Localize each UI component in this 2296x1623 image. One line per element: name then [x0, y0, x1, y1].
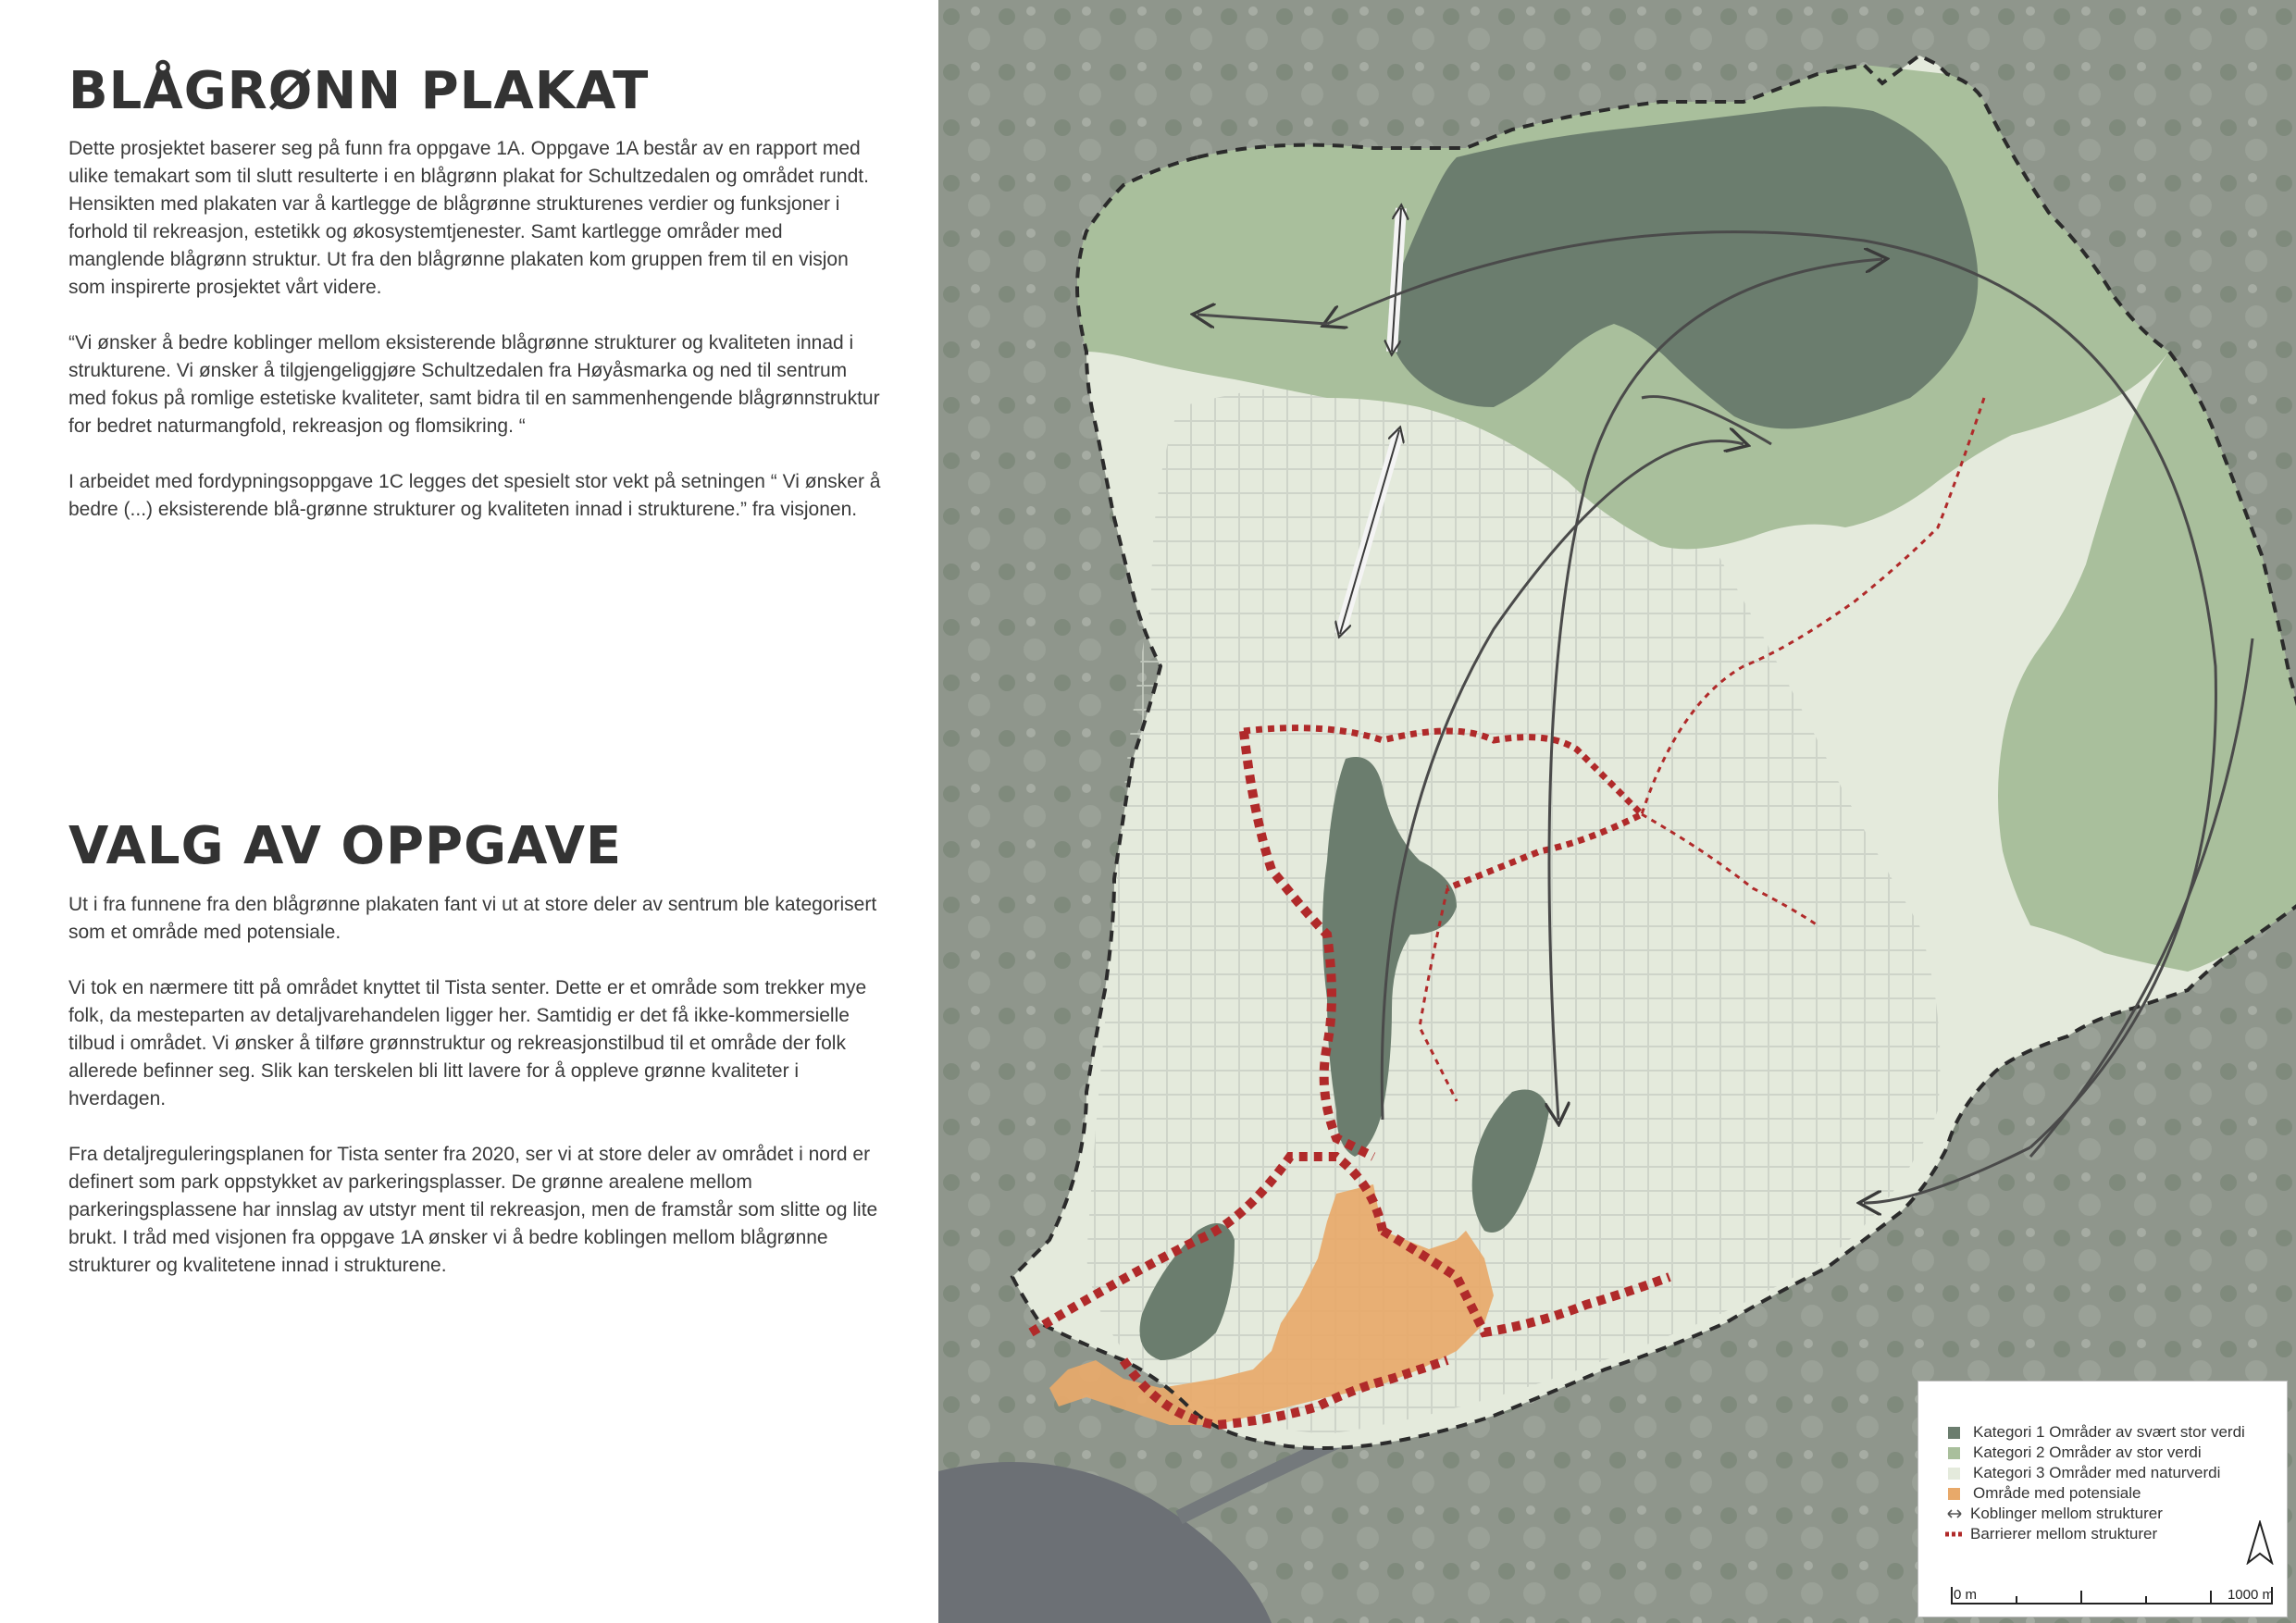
legend-label: Område med potensiale	[1973, 1484, 2141, 1502]
legend-item-category1	[1948, 1422, 2245, 1443]
legend-item-potential	[1948, 1483, 2141, 1504]
legend-swatch	[1948, 1447, 1960, 1459]
legend-swatch	[1948, 1468, 1960, 1480]
scale-bar-graphic	[1950, 1583, 2274, 1611]
paragraph: I arbeidet med fordypningsoppgave 1C legges det spesielt stor vekt på setningen “ Vi ønsker å bedre (...) eksisterende blå-grønne strukturer og kvaliteten innad i strukturene.” fra visjonen.	[68, 471, 881, 520]
double-arrow-icon	[1944, 1508, 1965, 1519]
section-title-blagronn-plakat: BLÅGRØNN PLAKAT	[68, 61, 650, 121]
scale-bar	[1950, 1583, 2274, 1611]
section-body-blagronn-plakat	[68, 135, 883, 551]
paragraph: “Vi ønsker å bedre koblinger mellom eksisterende blågrønne strukturer og kvaliteten innad i strukturene. Vi ønsker å tilgjengeliggjøre Schultzedalen fra Høyåsmarka og ned til sentrum med fokus på romlige estetiske kvaliteter, samt bidra til en sammenhengende blågrønnstruktur for bedret naturmangfold, rekreasjon og flomsikring. “	[68, 332, 880, 437]
legend-label: Koblinger mellom strukturer	[1970, 1505, 2163, 1522]
legend-swatch	[1948, 1488, 1960, 1500]
legend-swatch	[1948, 1427, 1960, 1439]
legend-label: Kategori 1 Områder av svært stor verdi	[1973, 1423, 2245, 1441]
paragraph: Ut i fra funnene fra den blågrønne plakaten fant vi ut at store deler av sentrum ble kategorisert som et område med potensiale.	[68, 894, 877, 943]
section-body-valg-av-oppgave	[68, 891, 883, 1307]
scale-start-label: 0 m	[1954, 1587, 1978, 1603]
text-panel	[0, 0, 938, 1623]
legend-label: Kategori 3 Områder med naturverdi	[1973, 1464, 2221, 1481]
legend-item-category3	[1948, 1463, 2220, 1483]
paragraph: Dette prosjektet baserer seg på funn fra oppgave 1A. Oppgave 1A består av en rapport med ulike temakart som til slutt resulterte i en blågrønn plakat for Schultzedalen og området rundt. Hensikten med plakaten var å kartlegge de blågrønne strukturenes verdier og funksjoner i forhold til rekreasjon, estetikk og økosystemtjenester. Samt kartlegge områder med manglende blågrønn struktur. Ut fra den blågrønne plakaten kom gruppen frem til en visjon som inspirerte prosjektet vårt videre.	[68, 138, 869, 298]
legend-item-category2	[1948, 1443, 2202, 1463]
paragraph: Fra detaljreguleringsplanen for Tista senter fra 2020, ser vi at store deler av området i nord er definert som park oppstykket av parkeringsplasser. De grønne arealene mellom parkeringsplassene har innslag av utstyr ment til rekreasjon, men de framstår som slitte og lite brukt. I tråd med visjonen fra oppgave 1A ønsker vi å bedre koblingen mellom blågrønne strukturer og kvalitetene innad i strukturene.	[68, 1144, 878, 1276]
legend-item-barriers	[1948, 1524, 2157, 1544]
legend-label: Kategori 2 Områder av stor verdi	[1973, 1443, 2202, 1461]
map-legend	[1917, 1381, 2288, 1617]
map	[938, 0, 2296, 1623]
scale-end-label: 1000 m	[2227, 1587, 2274, 1603]
legend-label: Barrierer mellom strukturer	[1970, 1525, 2158, 1542]
dotted-line-icon	[1944, 1529, 1965, 1540]
section-title-valg-av-oppgave: VALG AV OPPGAVE	[68, 816, 623, 876]
paragraph: Vi tok en nærmere titt på området knyttet til Tista senter. Dette er et område som trekker mye folk, da mesteparten av detaljvarehandelen ligger her. Samtidig er det få ikke-kommersielle tilbud i området. Vi ønsker å tilføre grønnstruktur og rekreasjonstilbud til et område der folk allerede befinner seg. Slik kan terskelen bli litt lavere for å oppleve grønne kvaliteter i hverdagen.	[68, 977, 867, 1109]
north-arrow-icon	[2246, 1520, 2274, 1565]
legend-item-connections	[1948, 1504, 2163, 1524]
